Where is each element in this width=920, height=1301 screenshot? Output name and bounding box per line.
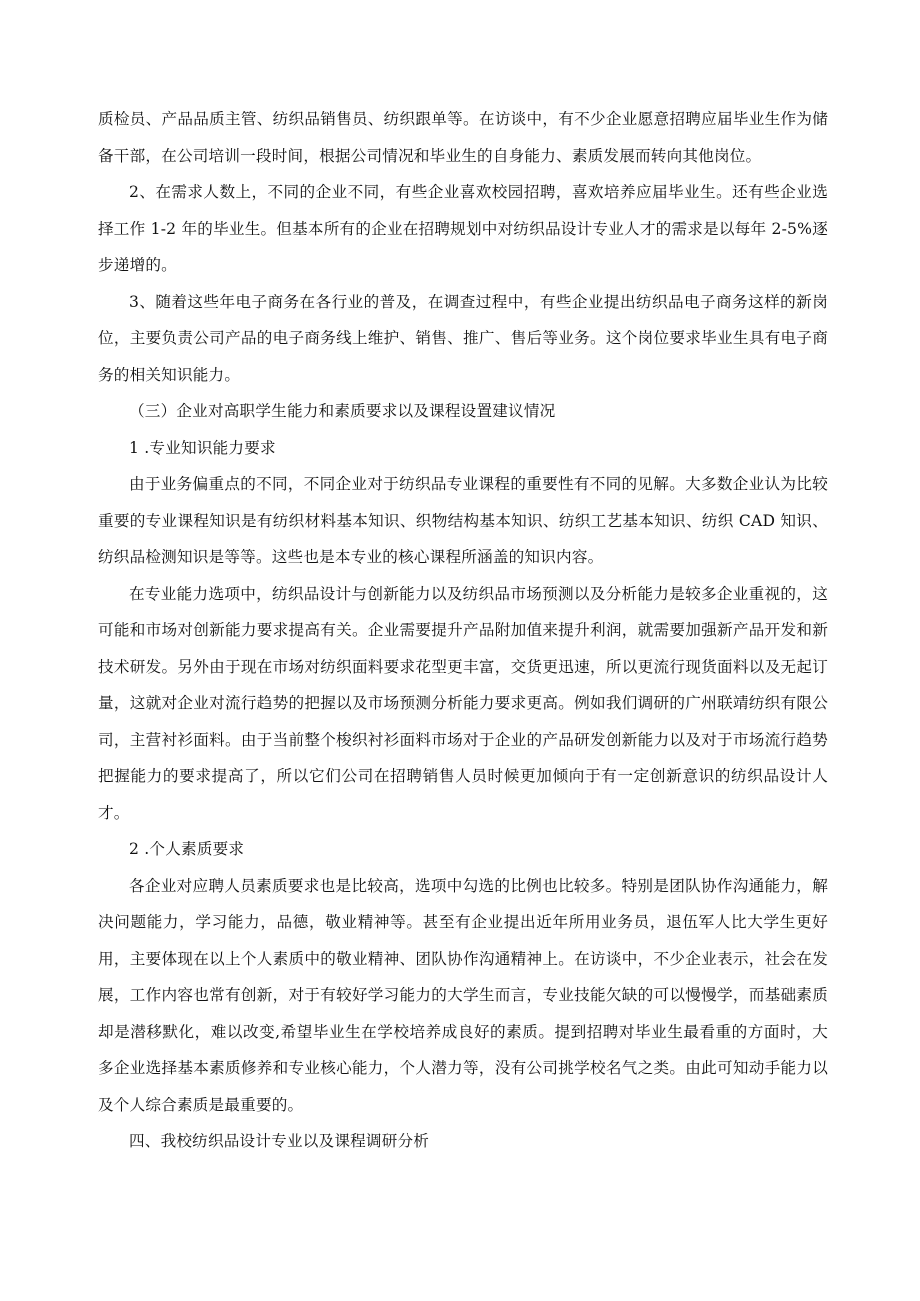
paragraph-professional-ability: 在专业能力选项中，纺织品设计与创新能力以及纺织品市场预测以及分析能力是较多企业重视的，这可能和市场对创新能力要求提高有关。企业需要提升产品附加值来提升利润，就需要加强新产品开发和新技术研发。另外由于现在市场对纺织面料要求花型更丰富，交货更迅速，所以更流行现货面料以及无起订量，这就对企业对流行趋势的把握以及市场预测分析能力要求更高。例如我们调研的广州联靖纺织有限公司，主营衬衫面料。由于当前整个梭织衬衫面料市场对于企业的产品研发创新能力以及对于市场流行趋势把握能力的要求提高了，所以它们公司在招聘销售人员时候更加倾向于有一定创新意识的纺织品设计人才。: [98, 584, 828, 822]
paragraph-course-knowledge: 由于业务偏重点的不同，不同企业对于纺织品专业课程的重要性有不同的见解。大多数企业认为比较重要的专业课程知识是有纺织材料基本知识、织物结构基本知识、纺织工艺基本知识、纺织 CAD 知识、纺织品检测知识是等等。这些也是本专业的核心课程所涵盖的知识内容。: [98, 475, 828, 566]
paragraph-ecommerce-roles: 3、随着这些年电子商务在各行业的普及，在调查过程中，有些企业提出纺织品电子商务这样的新岗位，主要负责公司产品的电子商务线上维护、销售、推广、售后等业务。这个岗位要求毕业生具有电子商务的相关知识能力。: [98, 292, 828, 384]
section-heading-school-analysis: 四、我校纺织品设计专业以及课程调研分析: [129, 1132, 430, 1150]
paragraph-job-positions: 质检员、产品品质主管、纺织品销售员、纺织跟单等。在访谈中，有不少企业愿意招聘应届毕业生作为储备干部，在公司培训一段时间，根据公司情况和毕业生的自身能力、素质发展而转向其他岗位。: [98, 110, 828, 165]
section-heading-enterprise-requirements: （三）企业对高职学生能力和素质要求以及课程设置建议情况: [129, 402, 556, 420]
document-body: [98, 101, 828, 1160]
paragraph-personal-quality: 各企业对应聘人员素质要求也是比较高，选项中勾选的比例也比较多。特别是团队协作沟通能力，解决问题能力，学习能力，品德，敬业精神等。甚至有企业提出近年所用业务员，退伍军人比大学生更好用，主要体现在以上个人素质中的敬业精神、团队协作沟通精神上。在访谈中，不少企业表示，社会在发展，工作内容也常有创新，对于有较好学习能力的大学生而言，专业技能欠缺的可以慢慢学，而基础素质却是潜移默化，难以改变,希望毕业生在学校培养成良好的素质。提到招聘对毕业生最看重的方面时，大多企业选择基本素质修养和专业核心能力，个人潜力等，没有公司挑学校名气之类。由此可知动手能力以及个人综合素质是最重要的。: [98, 876, 828, 1114]
subheading-professional-knowledge: 1 .专业知识能力要求: [129, 438, 276, 457]
paragraph-demand-quantity: 2、在需求人数上，不同的企业不同，有些企业喜欢校园招聘，喜欢培养应届毕业生。还有些企业选择工作 1-2 年的毕业生。但基本所有的企业在招聘规划中对纺织品设计专业人才的需求是以每年 2-5%逐步递增的。: [98, 183, 828, 274]
subheading-personal-quality: 2 .个人素质要求: [129, 840, 245, 858]
